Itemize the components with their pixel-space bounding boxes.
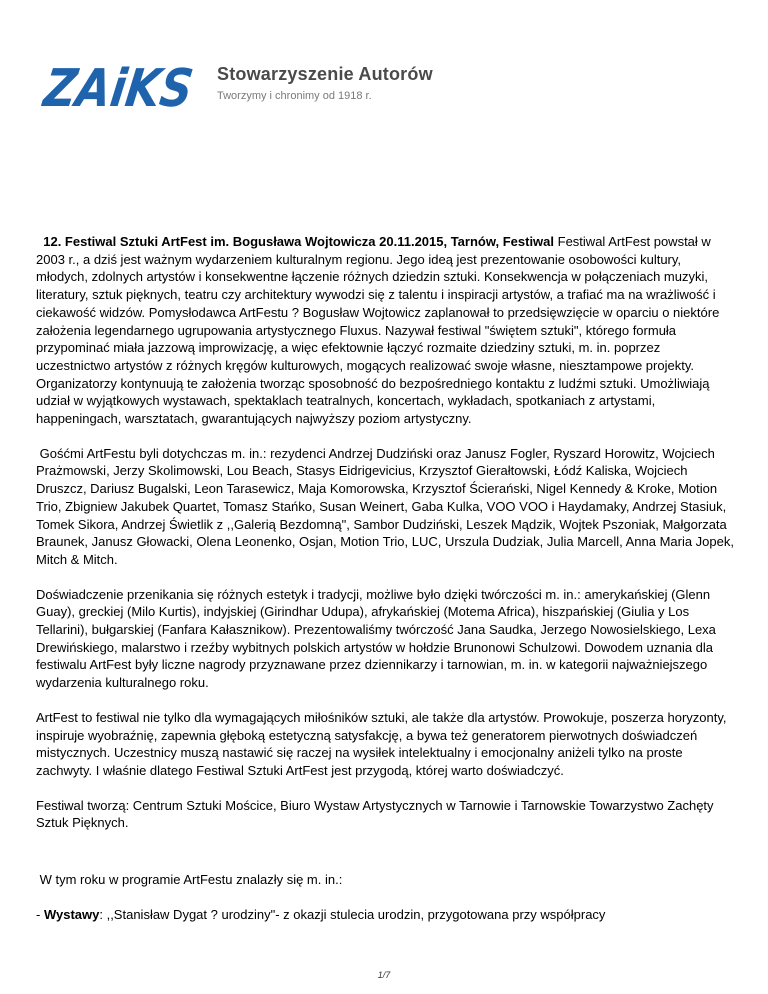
exhibitions-text: : ,,Stanisław Dygat ? urodziny"- z okazji stulecia urodzin, przygotowana przy współpracy — [99, 906, 606, 922]
guests-text: Gośćmi ArtFestu byli dotychczas m. in.: rezydenci Andrzej Dudziński oraz Janusz Fogler, Ryszard Horowitz, Wojciech Prażmowski, Jerzy Skolimowski, Lou Beach, Stasys Eidrigevicius, Krzysztof Gierałtowski, Łódź Kaliska, Wojciech Druszcz, Dariusz Bugalski, Leon Tarasewicz, Maja Komorowska, Krzysztof Ścierański, Nigel Kennedy & Kroke, Motion Trio, Zbigniew Jakubek Quartet, Tomasz Stańko, Susan Weinert, Gaba Kulka, VOO VOO i Haydamaky, Andrzej Stasiuk, Tomek Sikora, Andrzej Świetlik z ,,Galerią Bezdomną", Sambor Dudziński, Leszek Mądzik, Wojtek Pszoniak, Małgorzata Braunek, Janusz Głowacki, Olena Leonenko, Osjan, Motion Trio, LUC, Urszula Dudziak, Julia Marcell, Anna Maria Jopek, Mitch & Mitch. — [36, 445, 734, 567]
list-dash: - — [36, 906, 44, 922]
paragraph-exhibitions — [36, 906, 736, 924]
zaiks-logo[interactable] — [40, 56, 223, 119]
article-title: 12. Festiwal Sztuki ArtFest im. Bogusława Wojtowicza 20.11.2015, Tarnów, Festiwal — [43, 234, 555, 249]
article-body — [36, 233, 736, 941]
logo-text: ZAiKS — [40, 59, 223, 119]
org-name: Stowarzyszenie Autorów — [217, 64, 433, 84]
paragraph-guests — [36, 445, 736, 569]
intro-text: Festiwal ArtFest powstał w 2003 r., a dziś jest ważnym wydarzeniem kulturalnym regionu. Jego ideą jest prezentowanie osobowości kultury, młodych, zdolnych artystów i konsekwentne łączenie różnych dziedzin sztuki. Konsekwencja w połączeniach muzyki, literatury, sztuk pięknych, teatru czy architektury wywodzi się z talentu i inspiracji artystów, a trafiać ma na wrażliwość i ciekawość widzów. Pomysłodawca ArtFestu ? Bogusław Wojtowicz zaplanował to przedsięwzięcie w oparciu o niektóre założenia legendarnego ugrupowania artystycznego Fluxus. Nazywał festiwal "świętem sztuki", którego formuła przypominać miała jazzową improwizację, a więc efektownie łączyć rozmaite dziedziny sztuki, m. in. poprzez uczestnictwo artystów z różnych kręgów kulturowych, mogących realizować swoje własne, niesztampowe projekty. Organizatorzy kontynuują te założenia tworząc sposobność do bezpośredniego kontaktu z ludźmi sztuki. Umożliwiają udział w wyjątkowych wystawach, spektaklach teatralnych, koncertach, wykładach, spotkaniach z artystami, happeningach, warsztatach, gwarantujących najwyższy poziom artystyczny. — [36, 234, 720, 427]
paragraph-about: ArtFest to festiwal nie tylko dla wymagających miłośników sztuki, ale także dla artystów. Prowokuje, poszerza horyzonty, inspiruje wyobraźnię, zapewnia głęboką estetyczną satysfakcję, a bywa też generatorem pierwotnych doświadczeń mistycznych. Uczestnicy muszą nastawić się raczej na wysiłek intelektualny i emocjonalny aniżeli tylko na proste zachwyty. I właśnie dlatego Festiwal Sztuki ArtFest jest przygodą, której warto doświadczyć. — [36, 709, 727, 778]
paragraph-intro — [36, 233, 736, 428]
program-text: W tym roku w programie ArtFestu znalazły się m. in.: — [39, 872, 343, 888]
paragraph-organizers: Festiwal tworzą: Centrum Sztuki Mościce, Biuro Wystaw Artystycznych w Tarnowie i Tarnowskie Towarzystwo Zachęty Sztuk Pięknych. — [36, 797, 714, 831]
page-number: 1/7 — [377, 970, 391, 980]
exhibitions-label: Wystawy — [43, 906, 100, 922]
paragraph-traditions: Doświadczenie przenikania się różnych estetyk i tradycji, możliwe było dzięki twórczości m. in.: amerykańskiej (Glenn Guay), greckiej (Milo Kurtis), indyjskiej (Girindhar Udupa), afrykańskiej (Motema Africa), hiszpańskiej (Giulia y Los Tellarini), bułgarskiej (Fanfara Kałasznikow). Prezentowaliśmy twórczość Jana Saudka, Jerzego Nowosielskiego, Lexa Drewińskiego, malarstwo i rzeźby wybitnych polskich artystów w hołdzie Brunonowi Schulzowi. Dowodem uznania dla festiwalu ArtFest były liczne nagrody przyznawane przez dziennikarzy i tarnowian, m. in. w kategorii najważniejszego wydarzenia kulturalnego roku. — [36, 586, 716, 691]
paragraph-program — [36, 871, 736, 889]
org-tagline: Tworzymy i chronimy od 1918 r. — [217, 90, 372, 102]
site-header — [40, 56, 727, 119]
